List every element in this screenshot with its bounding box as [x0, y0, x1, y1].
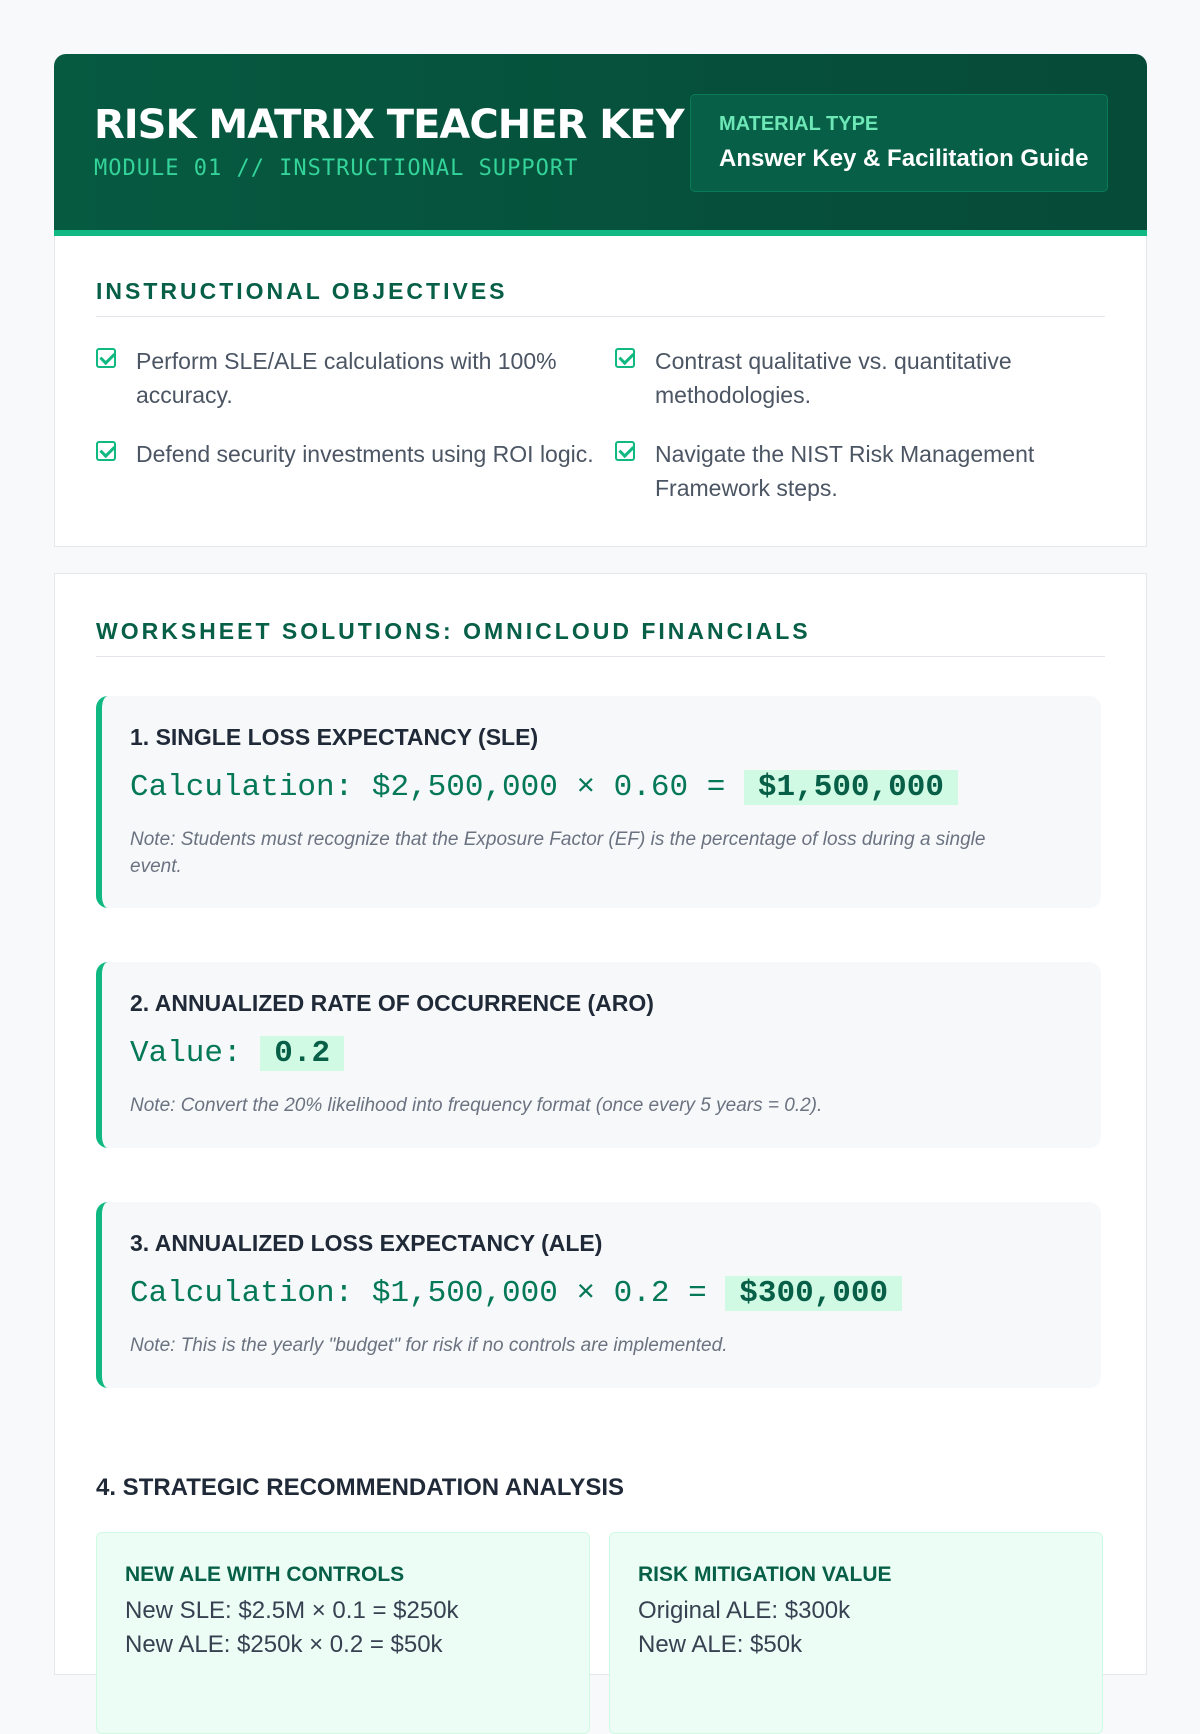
objective-item [615, 437, 1115, 505]
original-ale-line: Original ALE: $300k [638, 1597, 851, 1624]
new-ale-box [96, 1532, 590, 1734]
page-subtitle: MODULE 01 // INSTRUCTIONAL SUPPORT [94, 156, 579, 181]
objectives-section [54, 236, 1147, 547]
new-ale-line: New ALE: $250k × 0.2 = $50k [125, 1631, 443, 1658]
checkbox-checked-icon [96, 441, 116, 461]
aro-title: 2. ANNUALIZED RATE OF OCCURRENCE (ARO) [130, 990, 654, 1016]
sle-title: 1. SINGLE LOSS EXPECTANCY (SLE) [130, 724, 539, 750]
ale-solution [96, 1202, 1101, 1388]
material-type-badge [690, 94, 1108, 192]
risk-mitigation-title: RISK MITIGATION VALUE [638, 1563, 892, 1586]
worksheet-section [54, 573, 1147, 1675]
page [54, 54, 1147, 1675]
objectives-heading: INSTRUCTIONAL OBJECTIVES [96, 278, 508, 304]
sle-solution [96, 696, 1101, 908]
material-type-label: MATERIAL TYPE [719, 113, 879, 135]
aro-solution [96, 962, 1101, 1148]
risk-mitigation-box [609, 1532, 1103, 1734]
ale-note: Note: This is the yearly "budget" for risk if no controls are implemented. [130, 1335, 728, 1356]
aro-result: 0.2 [260, 1036, 344, 1071]
new-ale-title: NEW ALE WITH CONTROLS [125, 1563, 405, 1586]
checkbox-checked-icon [96, 348, 116, 368]
new-ale-line: New ALE: $50k [638, 1631, 803, 1658]
header [54, 54, 1147, 236]
page-title: RISK MATRIX TEACHER KEY [94, 102, 684, 148]
objective-item [96, 344, 596, 412]
worksheet-heading: WORKSHEET SOLUTIONS: OMNICLOUD FINANCIALS [96, 618, 811, 644]
material-type-value: Answer Key & Facilitation Guide [719, 145, 1089, 172]
strategic-title: 4. STRATEGIC RECOMMENDATION ANALYSIS [96, 1474, 625, 1501]
aro-note: Note: Convert the 20% likelihood into frequency format (once every 5 years = 0.2). [130, 1095, 823, 1116]
ale-result: $300,000 [725, 1276, 902, 1311]
aro-value [130, 1036, 344, 1071]
new-sle-line: New SLE: $2.5M × 0.1 = $250k [125, 1597, 459, 1624]
objective-text: Defend security investments using ROI logic. [136, 441, 594, 467]
divider [96, 316, 1105, 317]
objective-text: Contrast qualitative vs. quantitative methodologies. [655, 348, 1012, 408]
checkbox-checked-icon [615, 441, 635, 461]
objective-item [96, 437, 596, 471]
sle-result: $1,500,000 [744, 770, 958, 805]
ale-calculation [130, 1276, 902, 1311]
sle-calculation [130, 770, 958, 805]
checkbox-checked-icon [615, 348, 635, 368]
calc-text: Value: [130, 1036, 261, 1071]
ale-title: 3. ANNUALIZED LOSS EXPECTANCY (ALE) [130, 1230, 603, 1256]
objective-text: Perform SLE/ALE calculations with 100% accuracy. [136, 348, 557, 408]
sle-note: Note: Students must recognize that the Exposure Factor (EF) is the percentage of loss during a single event. [130, 829, 986, 877]
objective-item [615, 344, 1115, 412]
divider [96, 656, 1105, 657]
calc-text: Calculation: $2,500,000 × 0.60 = [130, 770, 744, 805]
objective-text: Navigate the NIST Risk Management Framework steps. [655, 441, 1035, 501]
calc-text: Calculation: $1,500,000 × 0.2 = [130, 1276, 726, 1311]
